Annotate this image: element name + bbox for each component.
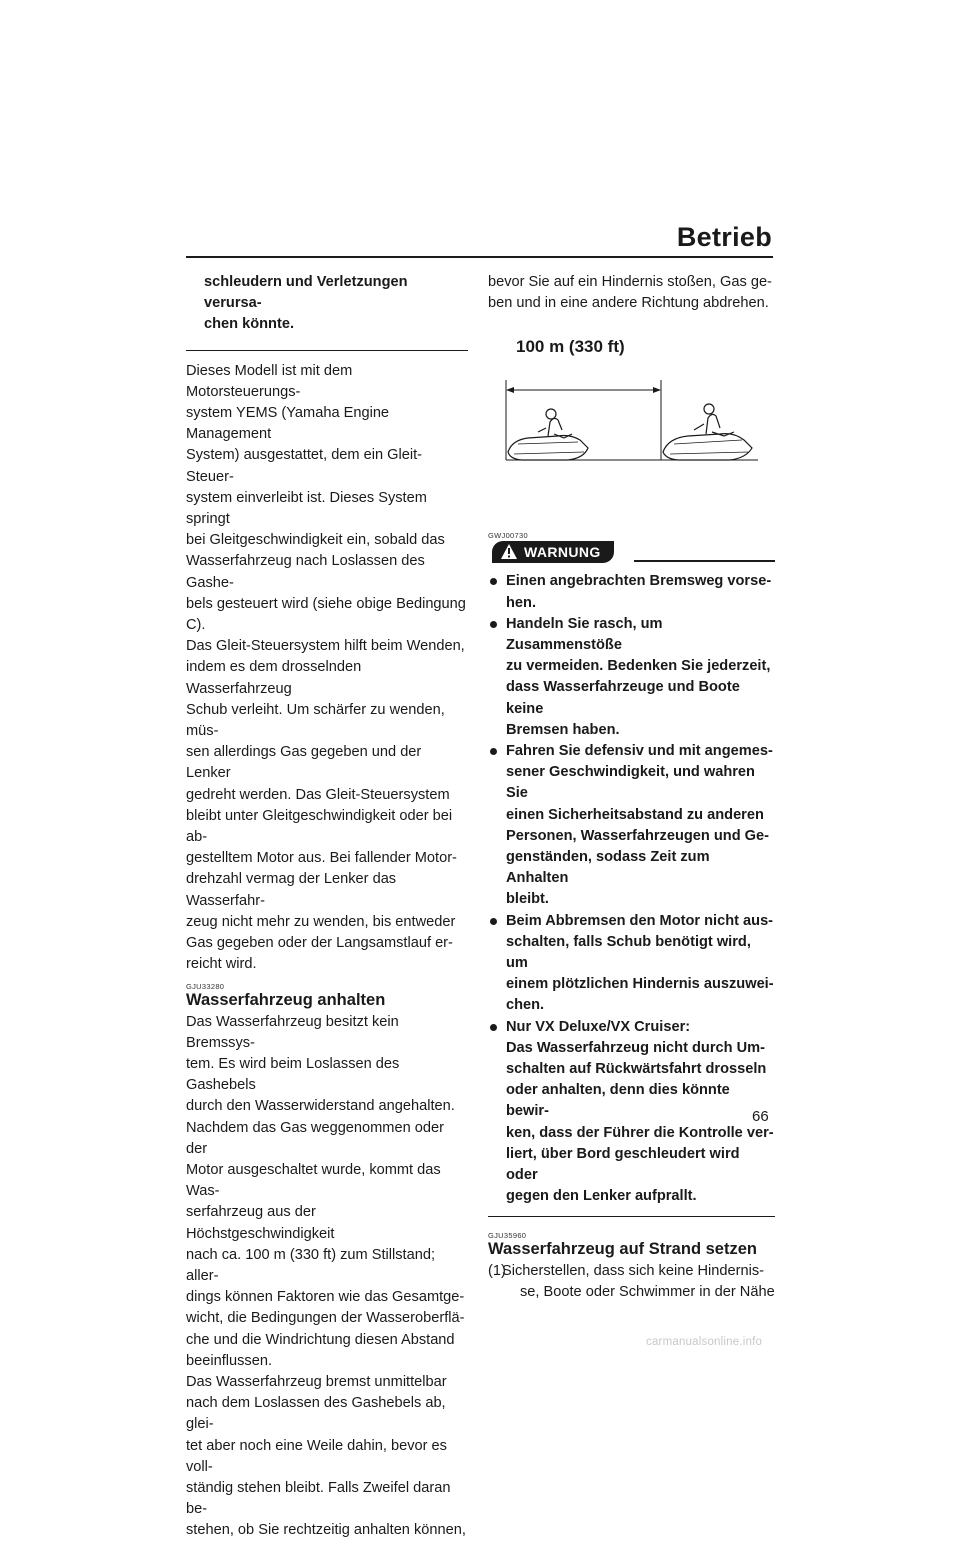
warning-header-rule — [634, 560, 775, 562]
warning-label: WARNUNG — [524, 544, 601, 561]
paragraph-continuation: bevor Sie auf ein Hindernis stoßen, Gas ge- ben und in eine andere Richtung abdrehen. — [488, 274, 772, 312]
step-number: (1) — [488, 1263, 506, 1279]
watercraft-illustration — [488, 330, 775, 525]
warning-box — [488, 531, 775, 1217]
list-item: Nur VX Deluxe/VX Cruiser: Das Wasserfahrzeug nicht durch Um- schalten auf Rückwärtsfahrt drosseln oder anhalten, denn dies könnte bewir- ken, dass der Führer die Kontrolle ver- liert, über Bord geschleudert wird oder gegen den Lenker aufprallt. — [488, 1017, 775, 1208]
distance-label: 100 m (330 ft) — [516, 337, 625, 357]
list-item: Handeln Sie rasch, um Zusammenstöße zu vermeiden. Bedenken Sie jederzeit, dass Wasserfahrzeuge und Boote keine Bremsen haben. — [488, 614, 775, 741]
warning-list — [488, 571, 775, 1207]
paragraph-glide-control: Das Gleit-Steuersystem hilft beim Wenden, indem es dem drosselnden Wasserfahrzeug Schub verleiht. Um schärfer zu wenden, müs- sen allerdings Gas gegeben und der Lenker gedreht werden. Das Gleit-Steuersystem bleibt unter Gleitgeschwindigkeit oder bei ab- gestelltem Motor aus. Bei fallender Motor- drehzahl vermag der Lenker das Wasserfahr- zeug nicht mehr zu wenden, bis entweder Gas gegeben oder der Langsamstlauf er- reicht wird. — [186, 638, 465, 973]
watercraft-1-icon — [508, 409, 588, 460]
watermark: carmanualsonline.info — [646, 1336, 763, 1348]
warning-code: GWJ00730 — [488, 531, 528, 541]
watercraft-2-icon — [663, 404, 752, 460]
paragraph-no-brakes: Das Wasserfahrzeug besitzt kein Bremssys- tem. Es wird beim Loslassen des Gashebels durch den Wasserwiderstand angehalten. Nachdem das Gas weggenommen oder der Motor ausgeschaltet wurde, kommt das Was- serfahrzeug aus der Höchstgeschwindigkeit nach ca. 100 m (330 ft) zum Stillstand; aller- dings können Faktoren wie das Gesamtge- wicht, die Bedingungen der Wasseroberflä- che und die Windrichtung diesen Abstand beeinflussen. — [186, 1013, 465, 1369]
page-title: Betrieb — [676, 222, 772, 252]
page-number: 66 — [752, 1108, 769, 1125]
list-item: Beim Abbremsen den Motor nicht aus- schalten, falls Schub benötigt wird, um einem plötzlichen Hindernis auszuwei- chen. — [488, 911, 775, 1017]
right-column — [488, 272, 775, 1303]
list-item: Einen angebrachten Bremsweg vorse- hen. — [488, 571, 775, 613]
warning-header — [488, 541, 775, 567]
bullet-icon — [490, 578, 497, 585]
left-column — [186, 272, 468, 1542]
paragraph-yems: Dieses Modell ist mit dem Motorsteuerungs- system YEMS (Yamaha Engine Management System) ausgestattet, dem ein Gleit-Steuer- system einverleibt ist. Dieses System springt bei Gleitgeschwindigkeit ein, sobald das Wasserfahrzeug nach Loslassen des Gashe- bels gesteuert wird (siehe obige Bedingung C). — [186, 362, 466, 634]
bullet-icon — [490, 621, 497, 628]
bullet-icon — [490, 1024, 497, 1031]
section-code: GJU35960 — [488, 1231, 527, 1240]
section-heading-beaching: Wasserfahrzeug auf Strand setzen — [488, 1240, 757, 1258]
step-item: (1) Sicherstellen, dass sich keine Hindernis- se, Boote oder Schwimmer in der Nähe — [488, 1263, 775, 1301]
warning-continuation: schleudern und Verletzungen verursa- chen könnte. — [204, 274, 408, 333]
stopping-distance-figure — [488, 330, 775, 525]
list-item: Fahren Sie defensiv und mit angemes- sener Geschwindigkeit, und wahren Sie einen Sicherheitsabstand zu anderen Personen, Wasserfahrzeugen und Ge- genständen, sodass Zeit zum Anhalten bleibt. — [488, 741, 775, 911]
warning-end-rule — [186, 336, 468, 351]
bullet-icon — [490, 918, 497, 925]
section-heading-stopping: Wasserfahrzeug anhalten — [186, 990, 386, 1009]
warning-triangle-icon — [500, 543, 518, 560]
bullet-icon — [490, 748, 497, 755]
warning-end-rule — [488, 1216, 775, 1218]
section-code: GJU33280 — [186, 981, 225, 991]
title-rule — [186, 256, 773, 258]
paragraph-decelerates: Das Wasserfahrzeug bremst unmittelbar nach dem Loslassen des Gashebels ab, glei- tet aber noch eine Weile dahin, bevor es voll- ständig stehen bleibt. Falls Zweifel daran be- stehen, ob Sie rechtzeitig anhalten können, — [186, 1373, 466, 1539]
warning-badge — [492, 541, 614, 563]
